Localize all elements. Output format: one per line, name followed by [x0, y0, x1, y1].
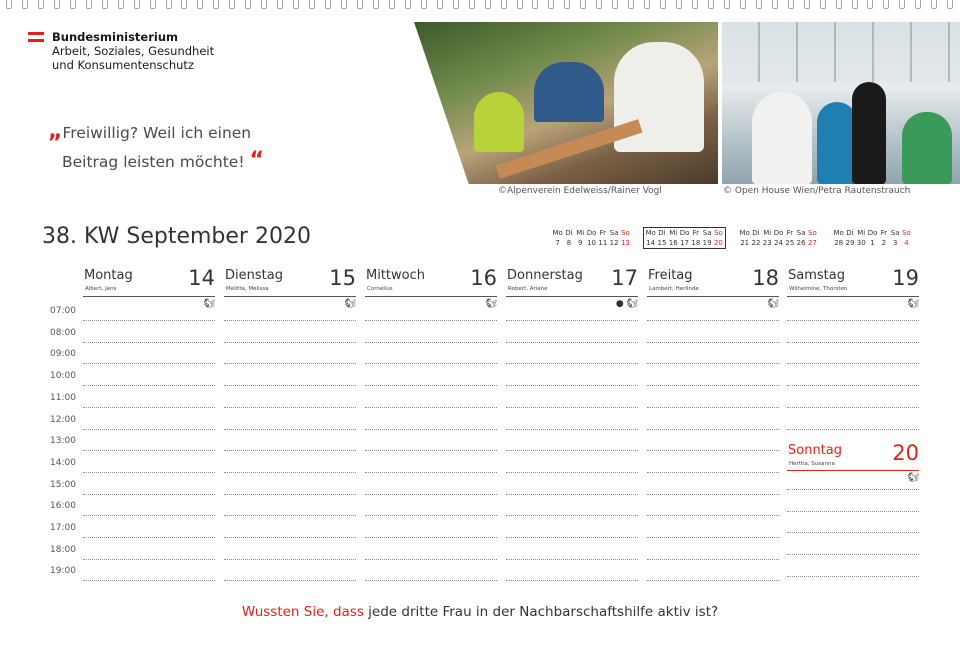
spiral-ring [38, 0, 44, 9]
time-slot-line[interactable] [506, 515, 638, 516]
mini-calendar-day: 22 [751, 239, 761, 247]
time-slot-line[interactable] [647, 429, 779, 430]
moon-phase-icon: 🐿 [203, 299, 215, 309]
time-slot-line[interactable] [506, 385, 638, 386]
spiral-ring [852, 0, 858, 9]
spiral-ring [724, 0, 730, 9]
time-slot-line[interactable] [647, 494, 779, 495]
spiral-ring [612, 0, 618, 9]
mini-calendar-weekday: Mi [669, 229, 678, 237]
ministry-name: Bundesministerium [52, 30, 178, 44]
spiral-ring [708, 0, 714, 9]
time-label: 17:00 [50, 523, 76, 533]
spiral-ring [580, 0, 586, 9]
week-title: 38. KW September 2020 [42, 224, 311, 249]
spiral-ring [772, 0, 778, 9]
time-label: 16:00 [50, 501, 76, 512]
spiral-ring [867, 0, 873, 9]
mini-calendar-weekday: Do [586, 229, 597, 237]
time-slot-line[interactable] [506, 537, 638, 538]
spiral-ring [820, 0, 826, 9]
spiral-ring [756, 0, 762, 9]
day-name: Donnerstag [507, 268, 583, 283]
mini-calendar-day: 16 [668, 239, 678, 247]
spiral-ring [86, 0, 92, 9]
mini-calendar-day: 10 [587, 239, 596, 247]
mini-calendar-weekday: Sa [890, 229, 900, 237]
time-slot-line[interactable] [83, 450, 215, 451]
spiral-ring [197, 0, 203, 9]
quote-open-mark: „ [48, 119, 63, 144]
day-name: Dienstag [225, 268, 283, 283]
squirrel-icon: 🐿 [907, 473, 919, 483]
mini-calendar-day: 25 [785, 239, 795, 247]
spiral-ring [357, 0, 363, 9]
moon-phase-icon: ● 🐿 [615, 299, 638, 309]
spiral-ring [245, 0, 251, 9]
time-slot-line[interactable] [787, 429, 919, 430]
time-slot-line[interactable] [787, 320, 919, 321]
spiral-ring [883, 0, 889, 9]
time-slot-line[interactable] [224, 494, 356, 495]
time-slot-line[interactable] [365, 385, 497, 386]
time-slot-line[interactable] [787, 385, 919, 386]
spiral-ring [532, 0, 538, 9]
time-slot-line[interactable] [506, 363, 638, 364]
spiral-ring [181, 0, 187, 9]
spiral-ring [229, 0, 235, 9]
time-slot-line[interactable] [224, 472, 356, 473]
time-slot-line[interactable] [506, 580, 638, 581]
time-slot-line[interactable] [83, 537, 215, 538]
mini-calendar-day: 28 [834, 239, 844, 247]
mini-calendar-week [552, 228, 631, 248]
time-slot-line[interactable] [647, 472, 779, 473]
day-number: 15 [329, 266, 356, 290]
spiral-ring [931, 0, 937, 9]
spiral-ring [469, 0, 475, 9]
time-label: 07:00 [50, 306, 76, 316]
day-number: 20 [892, 441, 919, 465]
mini-calendar-weekday: Fr [786, 229, 794, 237]
day-name: Montag [84, 268, 133, 283]
time-label: 09:00 [50, 349, 76, 360]
mini-calendar-weekday: Do [867, 229, 878, 237]
photo-forest-work [414, 22, 718, 184]
mini-calendar-weekday: So [902, 229, 911, 237]
day-name: Mittwoch [366, 268, 425, 283]
time-slot-line[interactable] [83, 429, 215, 430]
time-slot-line[interactable] [647, 385, 779, 386]
mini-calendar-weekday: Di [752, 229, 760, 237]
photo-credit-2: © Open House Wien/Petra Rautenstrauch [723, 186, 911, 196]
spiral-ring [548, 0, 554, 9]
mini-calendar-day: 3 [892, 239, 898, 247]
quote-line-2: Beitrag leisten möchte! [62, 153, 245, 171]
time-label: 19:00 [50, 566, 76, 577]
spiral-ring [166, 0, 172, 9]
mini-calendar-day: 18 [691, 239, 701, 247]
time-slot-line[interactable] [83, 407, 215, 408]
spiral-ring [740, 0, 746, 9]
mini-calendar-day: 30 [856, 239, 866, 247]
mini-calendar-weekday: Mo [552, 229, 563, 237]
mini-calendar-day: 27 [807, 239, 817, 247]
mini-calendar-weekday: Mo [739, 229, 750, 237]
time-slot-line[interactable] [224, 363, 356, 364]
day-number: 19 [892, 266, 919, 290]
mini-calendar-day: 23 [762, 239, 772, 247]
spiral-ring [325, 0, 331, 9]
time-slot-line[interactable] [365, 450, 497, 451]
day-divider [506, 296, 638, 297]
mini-calendar-weekday: Mi [857, 229, 866, 237]
mini-calendar-weekday: Sa [796, 229, 806, 237]
time-label: 12:00 [50, 414, 76, 425]
mini-calendar-week [739, 228, 818, 248]
time-slot-line[interactable] [506, 429, 638, 430]
mini-calendar-weekday: Mi [576, 229, 585, 237]
spiral-ring [453, 0, 459, 9]
spiral-ring [309, 0, 315, 9]
day-number: 18 [752, 266, 779, 290]
time-slot-line[interactable] [224, 320, 356, 321]
mini-calendar-day: 21 [740, 239, 750, 247]
day-divider [365, 296, 497, 297]
time-slot-line[interactable] [365, 320, 497, 321]
mini-calendar-weekday: Fr [599, 229, 607, 237]
name-days: Hertha, Susanna [789, 461, 835, 467]
spiral-ring [517, 0, 523, 9]
time-slot-line[interactable] [365, 494, 497, 495]
mini-calendar-weekday: So [808, 229, 817, 237]
time-slot-line[interactable] [647, 342, 779, 343]
time-slot-line[interactable] [506, 472, 638, 473]
day-divider [787, 296, 919, 297]
time-slot-line[interactable] [647, 320, 779, 321]
moon-phase-icon: 🐿 [344, 299, 356, 309]
mini-calendar-day: 26 [796, 239, 806, 247]
time-label: 13:00 [50, 436, 76, 447]
time-slot-line[interactable] [647, 450, 779, 451]
time-slot-line[interactable] [224, 450, 356, 451]
time-slot-line[interactable] [83, 342, 215, 343]
time-slot-line[interactable] [647, 537, 779, 538]
mini-calendar-day: 13 [620, 239, 630, 247]
day-name: Samstag [788, 268, 845, 283]
time-slot-line[interactable] [365, 472, 497, 473]
day-number: 14 [188, 266, 215, 290]
day-divider [647, 296, 779, 297]
spiral-ring [947, 0, 953, 9]
mini-calendar-day: 14 [646, 239, 656, 247]
spiral-ring [341, 0, 347, 9]
quote-line-1: Freiwillig? Weil ich einen [62, 124, 252, 142]
name-days: Robert, Ariane [508, 286, 548, 292]
time-slot-line[interactable] [224, 559, 356, 560]
spiral-ring [134, 0, 140, 9]
spiral-ring [405, 0, 411, 9]
time-label: 11:00 [50, 392, 76, 403]
spiral-ring [660, 0, 666, 9]
austria-flag-icon [28, 32, 44, 42]
name-days: Wilhelmine, Thorsten [789, 286, 848, 292]
spiral-binding [0, 0, 960, 12]
mini-calendar-day: 4 [904, 239, 909, 247]
spiral-ring [628, 0, 634, 9]
time-slot-line[interactable] [647, 559, 779, 560]
name-days: Albert, Jens [85, 286, 117, 292]
did-you-know [0, 604, 960, 620]
ministry-department-cont: und Konsumentenschutz [52, 58, 194, 72]
spiral-ring [277, 0, 283, 9]
time-slot-line[interactable] [647, 580, 779, 581]
time-slot-line[interactable] [83, 515, 215, 516]
time-label: 08:00 [50, 327, 76, 338]
time-slot-line[interactable] [365, 580, 497, 581]
mini-calendar-day: 7 [555, 239, 560, 247]
day-divider [787, 470, 919, 471]
time-slot-line[interactable] [365, 537, 497, 538]
time-slot-line[interactable] [365, 559, 497, 560]
time-slot-line[interactable] [506, 407, 638, 408]
time-slot-line[interactable] [787, 489, 919, 490]
time-slot-line[interactable] [365, 429, 497, 430]
spiral-ring [22, 0, 28, 9]
mini-calendar-day: 11 [598, 239, 608, 247]
mini-calendar-weekday: Fr [880, 229, 888, 237]
time-slot-line[interactable] [506, 494, 638, 495]
time-label: 14:00 [50, 457, 76, 468]
ministry-department: Arbeit, Soziales, Gesundheit [52, 44, 215, 58]
mini-calendar-weekday: Di [846, 229, 854, 237]
did-you-know-text: jede dritte Frau in der Nachbarschaftshilfe aktiv ist? [363, 604, 719, 620]
spiral-ring [692, 0, 698, 9]
spiral-ring [437, 0, 443, 9]
spiral-ring [6, 0, 12, 9]
day-divider [224, 296, 356, 297]
spiral-ring [915, 0, 921, 9]
time-slot-line[interactable] [506, 320, 638, 321]
time-slot-line[interactable] [506, 559, 638, 560]
spiral-ring [596, 0, 602, 9]
time-label: 10:00 [50, 371, 76, 382]
quote-close-mark: “ [249, 148, 264, 173]
mini-calendar-day: 1 [870, 239, 875, 247]
mini-calendar-day: 15 [657, 239, 667, 247]
time-label: 18:00 [50, 544, 76, 555]
mini-calendar-day: 2 [881, 239, 887, 247]
mini-calendar-week [643, 227, 726, 249]
mini-calendar-day: 12 [609, 239, 619, 247]
spiral-ring [373, 0, 379, 9]
moon-phase-icon: 🐿 [907, 299, 919, 309]
time-slot-line[interactable] [787, 342, 919, 343]
day-number: 17 [611, 266, 638, 290]
time-slot-line[interactable] [224, 429, 356, 430]
mini-calendar-weekday: Sa [702, 229, 712, 237]
time-slot-line[interactable] [787, 363, 919, 364]
spiral-ring [788, 0, 794, 9]
quote [48, 118, 348, 176]
day-divider [83, 296, 215, 297]
time-label: 15:00 [50, 479, 76, 490]
name-days: Melitta, Melissa [226, 286, 269, 292]
time-slot-line[interactable] [647, 407, 779, 408]
spiral-ring [676, 0, 682, 9]
time-slot-line[interactable] [83, 559, 215, 560]
spiral-ring [421, 0, 427, 9]
time-slot-line[interactable] [365, 407, 497, 408]
mini-calendar-day: 9 [578, 239, 583, 247]
did-you-know-highlight: Wussten Sie, dass [241, 604, 364, 620]
mini-calendar-weekday: Mo [833, 229, 844, 237]
time-slot-line[interactable] [83, 320, 215, 321]
time-slot-line[interactable] [224, 537, 356, 538]
time-slot-line[interactable] [83, 385, 215, 386]
mini-calendar-weekday: Sa [609, 229, 619, 237]
spiral-ring [501, 0, 507, 9]
spiral-ring [804, 0, 810, 9]
mini-calendar-weekday: Di [565, 229, 573, 237]
spiral-ring [102, 0, 108, 9]
spiral-ring [293, 0, 299, 9]
time-slot-line[interactable] [787, 407, 919, 408]
spiral-ring [836, 0, 842, 9]
time-slot-line[interactable] [787, 511, 919, 512]
spiral-ring [54, 0, 60, 9]
mini-calendar-weekday: Mo [645, 229, 656, 237]
spiral-ring [213, 0, 219, 9]
day-number: 16 [470, 266, 497, 290]
spiral-ring [118, 0, 124, 9]
time-slot-line[interactable] [365, 363, 497, 364]
mini-calendar-day: 29 [845, 239, 855, 247]
time-slot-line[interactable] [224, 385, 356, 386]
time-slot-line[interactable] [647, 363, 779, 364]
spiral-ring [485, 0, 491, 9]
time-slot-line[interactable] [83, 363, 215, 364]
mini-calendar-weekday: Mi [763, 229, 772, 237]
ministry-logo [28, 30, 268, 72]
time-slot-line[interactable] [506, 342, 638, 343]
time-slot-line[interactable] [224, 580, 356, 581]
time-slot-line[interactable] [647, 515, 779, 516]
day-name: Sonntag [788, 443, 842, 458]
time-slot-line[interactable] [365, 515, 497, 516]
spiral-ring [389, 0, 395, 9]
spiral-ring [899, 0, 905, 9]
time-slot-line[interactable] [787, 554, 919, 555]
moon-phase-icon: 🐿 [485, 299, 497, 309]
mini-calendar-day: 20 [713, 239, 723, 247]
moon-phase-icon: 🐿 [767, 299, 779, 309]
mini-calendar-weekday: Di [658, 229, 666, 237]
spiral-ring [564, 0, 570, 9]
spiral-ring [70, 0, 76, 9]
time-slot-line[interactable] [83, 580, 215, 581]
mini-calendar-day: 19 [702, 239, 712, 247]
time-slot-line[interactable] [83, 494, 215, 495]
time-slot-line[interactable] [83, 472, 215, 473]
mini-calendar-weekday: So [714, 229, 723, 237]
spiral-ring [644, 0, 650, 9]
mini-calendar-weekday: Do [679, 229, 690, 237]
mini-calendar-day: 24 [774, 239, 783, 247]
mini-calendar-weekday: Do [773, 229, 784, 237]
time-slot-line[interactable] [224, 342, 356, 343]
time-slot-line[interactable] [224, 407, 356, 408]
day-name: Freitag [648, 268, 693, 283]
mini-calendar-weekday: Fr [692, 229, 700, 237]
spiral-ring [150, 0, 156, 9]
time-slot-line[interactable] [787, 532, 919, 533]
time-slot-line[interactable] [224, 515, 356, 516]
name-days: Lambert, Herlinde [649, 286, 699, 292]
mini-calendar-day: 17 [680, 239, 689, 247]
time-slot-line[interactable] [787, 576, 919, 577]
photo-open-house [722, 22, 960, 184]
time-slot-line[interactable] [365, 342, 497, 343]
name-days: Cornelius [367, 286, 393, 292]
mini-calendar-weekday: So [621, 229, 630, 237]
mini-calendar-day: 8 [566, 239, 572, 247]
mini-calendar-week [833, 228, 912, 248]
spiral-ring [261, 0, 267, 9]
time-slot-line[interactable] [506, 450, 638, 451]
photo-credit-1: ©Alpenverein Edelweiss/Rainer Vogl [498, 186, 662, 196]
